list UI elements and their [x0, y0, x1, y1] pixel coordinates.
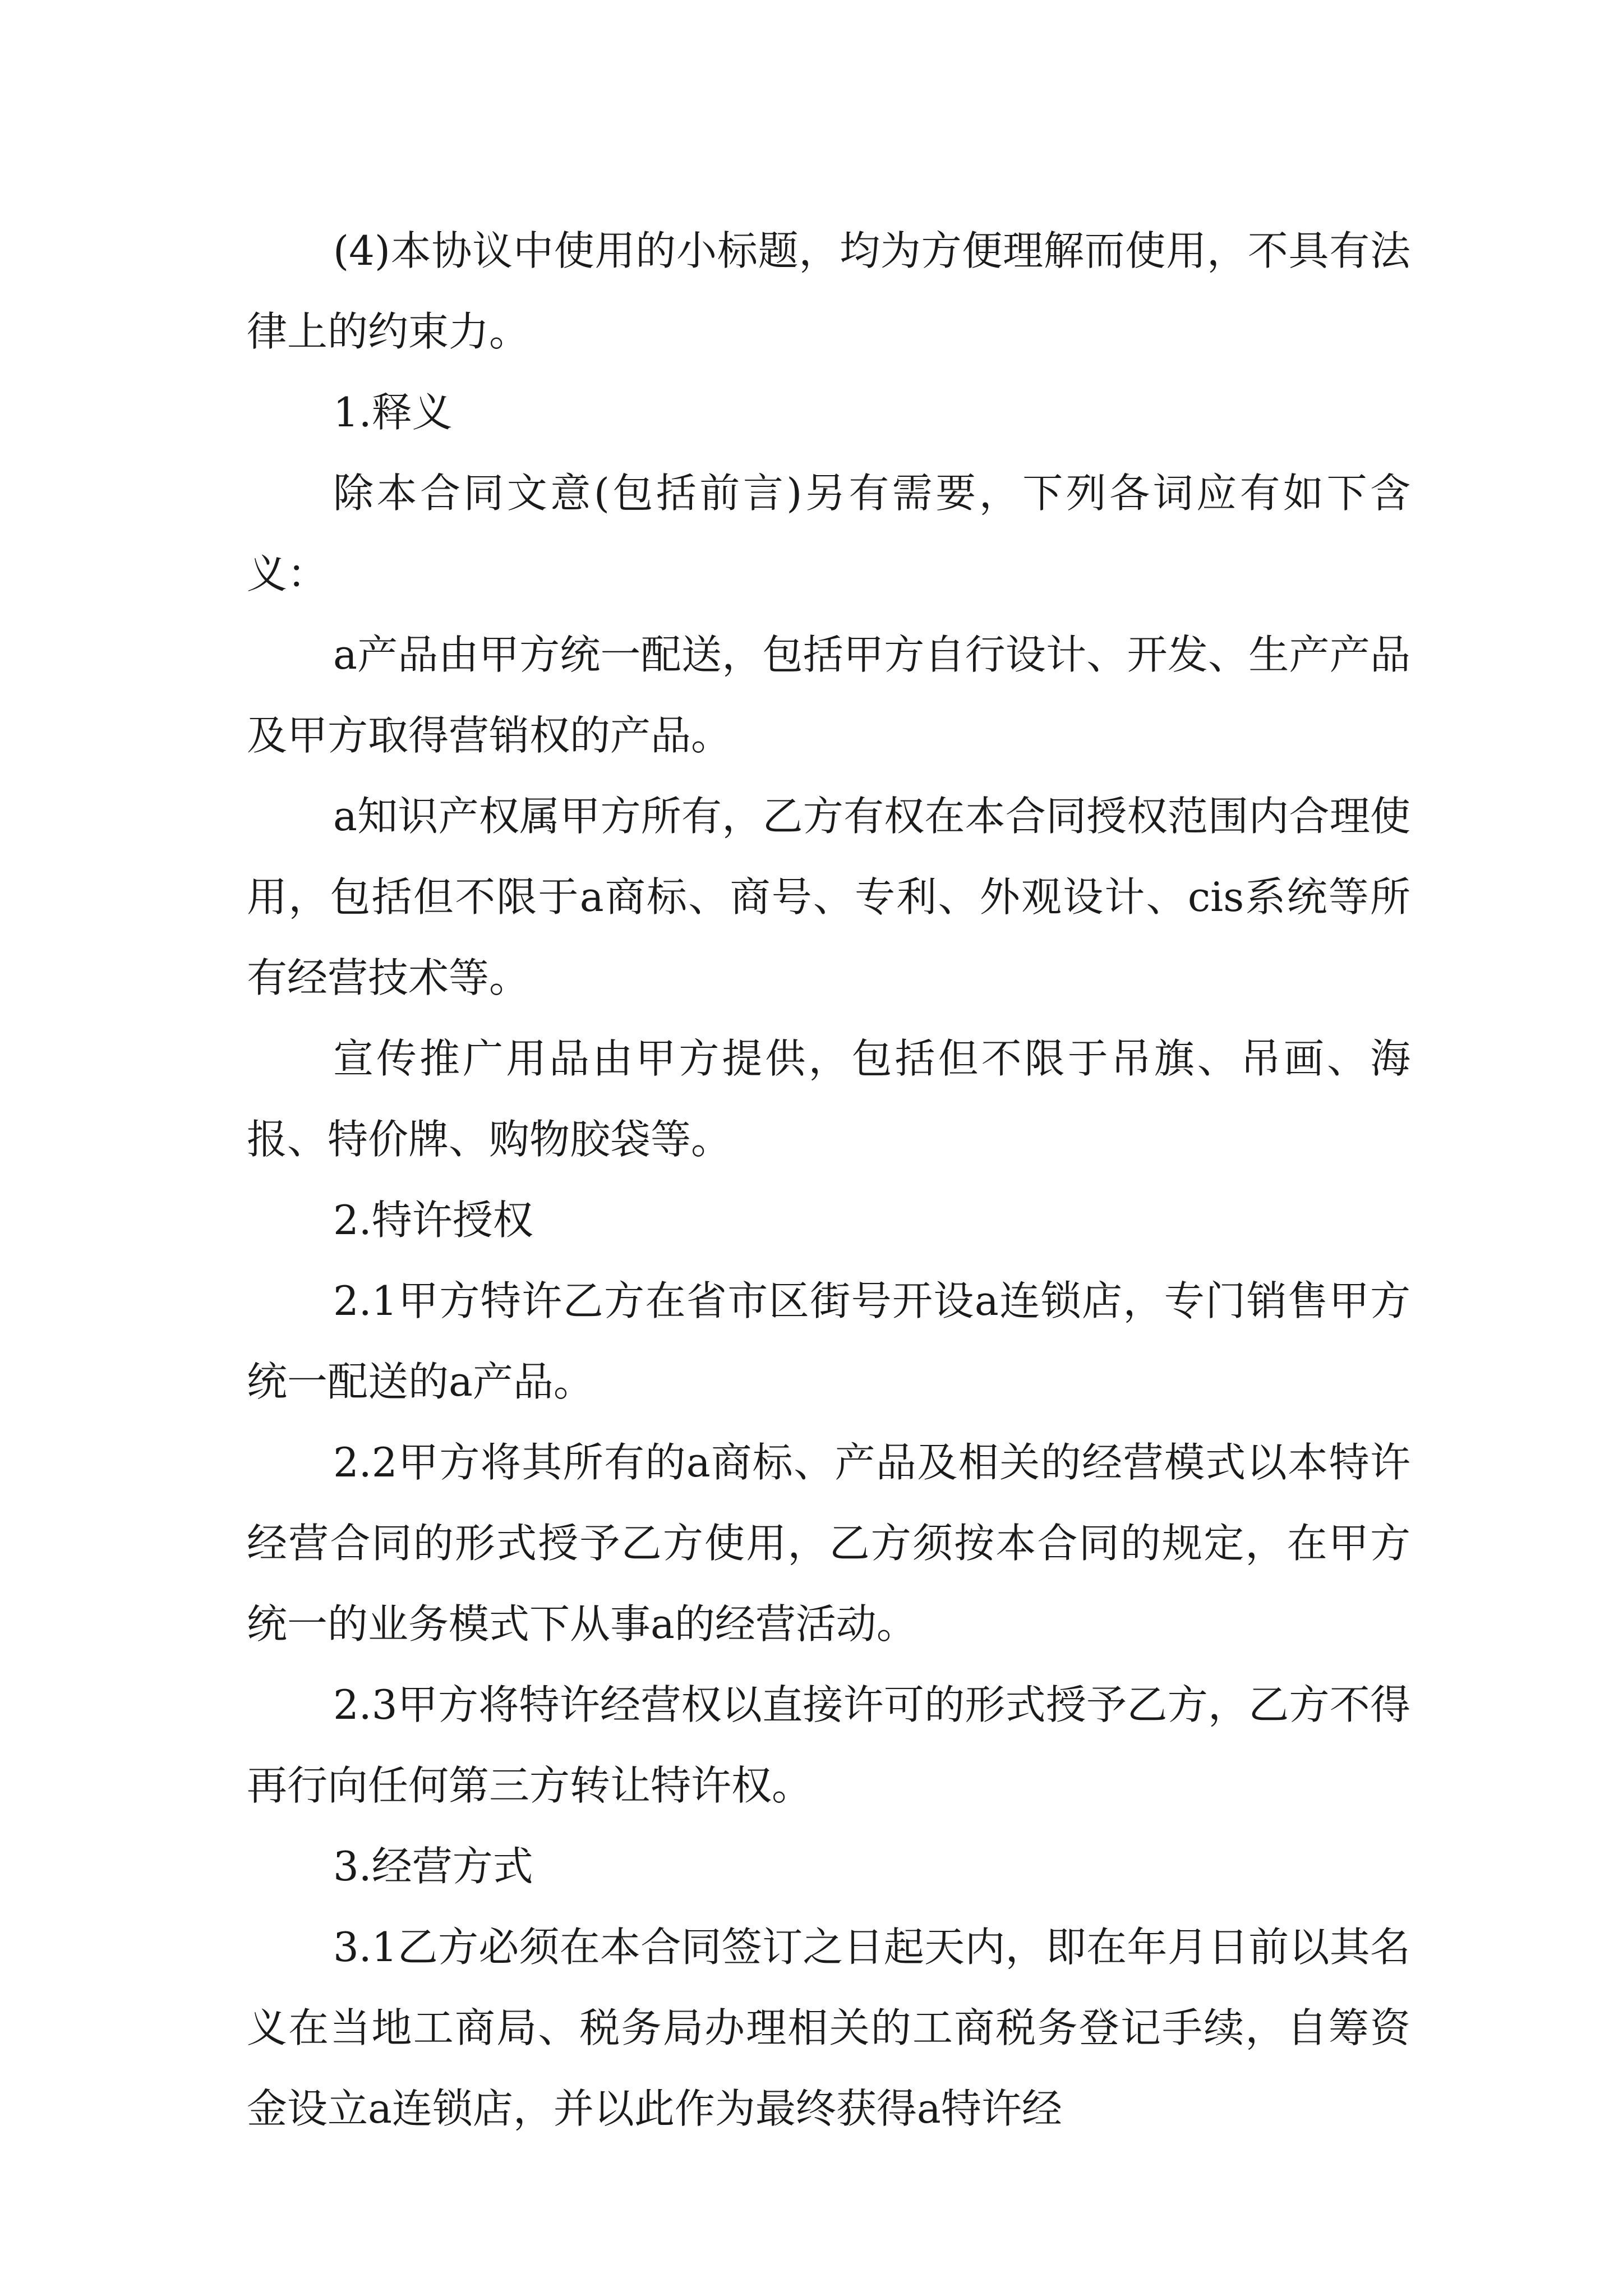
paragraph-clause-2-3: 2.3甲方将特许经营权以直接许可的形式授予乙方，乙方不得再行向任何第三方转让特许权。	[247, 1681, 1410, 1809]
paragraph-subheading-note: (4)本协议中使用的小标题，均为方便理解而使用，不具有法律上的约束力。	[247, 227, 1410, 355]
document-body	[247, 210, 1410, 2149]
section-heading-definitions: 1.释义	[333, 389, 453, 436]
paragraph-definition-products: a产品由甲方统一配送，包括甲方自行设计、开发、生产产品及甲方取得营销权的产品。	[247, 631, 1410, 759]
paragraph-clause-2-1: 2.1甲方特许乙方在省市区街号开设a连锁店，专门销售甲方统一配送的a产品。	[247, 1277, 1410, 1405]
paragraph-definitions-intro: 除本合同文意(包括前言)另有需要，下列各词应有如下含义：	[247, 470, 1410, 597]
paragraph-clause-2-2: 2.2甲方将其所有的a商标、产品及相关的经营模式以本特许经营合同的形式授予乙方使用，乙方须按本合同的规定，在甲方统一的业务模式下从事a的经营活动。	[247, 1439, 1410, 1648]
paragraph-definition-ip: a知识产权属甲方所有，乙方有权在本合同授权范围内合理使用，包括但不限于a商标、商号、专利、外观设计、cis系统等所有经营技术等。	[247, 793, 1410, 1001]
section-heading-franchise-grant: 2.特许授权	[333, 1197, 533, 1244]
paragraph-definition-promo: 宣传推广用品由甲方提供，包括但不限于吊旗、吊画、海报、特价牌、购物胶袋等。	[247, 1035, 1410, 1163]
paragraph-clause-3-1: 3.1乙方必须在本合同签订之日起天内，即在年月日前以其名义在当地工商局、税务局办理相关的工商税务登记手续，自筹资金设立a连锁店，并以此作为最终获得a特许经	[247, 1924, 1410, 2132]
section-heading-operation-mode: 3.经营方式	[333, 1843, 533, 1890]
